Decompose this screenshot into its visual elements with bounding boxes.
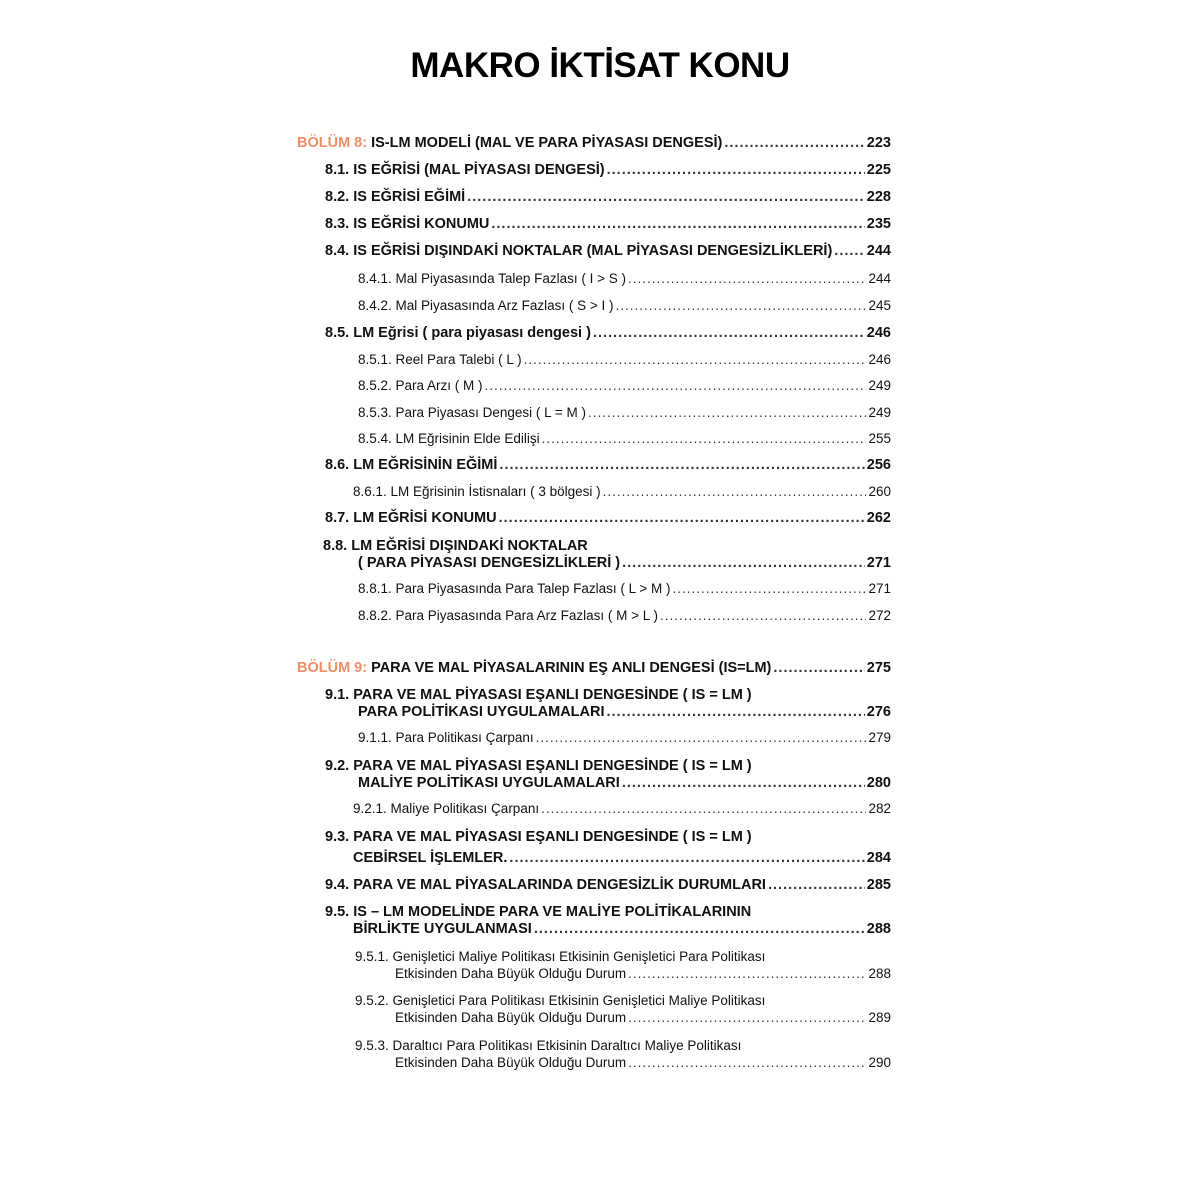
dot-leader	[615, 298, 866, 313]
toc-subsection-entry[interactable]	[358, 581, 891, 596]
page-number: 271	[866, 555, 891, 571]
toc-entry-title: BİRLİKTE UYGULANMASI	[353, 921, 532, 937]
page-number: 275	[866, 660, 891, 676]
page-title: MAKRO İKTİSAT KONU	[410, 46, 790, 85]
toc-section-entry[interactable]	[358, 775, 891, 791]
toc-section-entry[interactable]	[325, 243, 891, 259]
dot-leader	[724, 135, 864, 151]
toc-entry-title: 8.5.4. LM Eğrisinin Elde Edilişi	[358, 431, 540, 446]
toc-section-entry[interactable]	[353, 850, 891, 866]
toc-entry-title: 8.3. IS EĞRİSİ KONUMU	[325, 216, 490, 232]
toc-entry-title: 8.5.1. Reel Para Talebi ( L )	[358, 352, 522, 367]
toc-section-entry[interactable]	[325, 189, 891, 205]
dot-leader	[607, 704, 865, 720]
chapter-label: BÖLÜM 9:	[297, 660, 372, 676]
toc-entry-title: 8.8.1. Para Piyasasında Para Talep Fazlası ( L > M )	[358, 581, 671, 596]
page-number: 262	[866, 510, 891, 526]
toc-section-entry[interactable]	[325, 325, 891, 341]
toc-entry-title: 8.5.2. Para Arzı ( M )	[358, 378, 483, 393]
page-number: 235	[866, 216, 891, 232]
toc-section-entry[interactable]	[325, 457, 891, 473]
toc-chapter-entry[interactable]	[297, 135, 891, 151]
toc-section-entry[interactable]	[325, 877, 891, 893]
toc-entry-title: 8.5. LM Eğrisi ( para piyasası dengesi )	[325, 325, 591, 341]
dot-leader	[536, 730, 867, 745]
toc-subsection-entry[interactable]	[358, 298, 891, 313]
page-number: 260	[868, 484, 891, 499]
dot-leader	[524, 352, 867, 367]
dot-leader	[628, 966, 866, 981]
toc-subsection-entry[interactable]	[395, 966, 891, 981]
page-number: 245	[868, 298, 891, 313]
toc-subsection-entry[interactable]	[358, 608, 891, 623]
page-number: 279	[868, 730, 891, 745]
toc-subsection-entry[interactable]	[358, 378, 891, 393]
page-number: 276	[866, 704, 891, 720]
toc-entry-title: 9.4. PARA VE MAL PİYASALARINDA DENGESİZLİK DURUMLARI	[325, 877, 766, 893]
dot-leader	[588, 405, 866, 420]
dot-leader	[467, 189, 865, 205]
dot-leader	[768, 877, 865, 893]
page-number: 244	[868, 271, 891, 286]
dot-leader	[660, 608, 866, 623]
toc-entry-title: 8.1. IS EĞRİSİ (MAL PİYASASI DENGESİ)	[325, 162, 605, 178]
dot-leader	[622, 775, 865, 791]
toc-subsection-entry[interactable]	[395, 1055, 891, 1070]
chapter-label: BÖLÜM 8:	[297, 135, 372, 151]
toc-entry-title: 8.2. IS EĞRİSİ EĞİMİ	[325, 189, 466, 205]
dot-leader	[673, 581, 867, 596]
toc-section-entry[interactable]	[325, 510, 891, 526]
page-number: 225	[866, 162, 891, 178]
toc-entry-title-line: 8.8. LM EĞRİSİ DIŞINDAKİ NOKTALAR	[323, 538, 588, 554]
dot-leader	[773, 660, 864, 676]
page-number: 246	[868, 352, 891, 367]
toc-entry-title: 8.8.2. Para Piyasasında Para Arz Fazlası ( M > L )	[358, 608, 659, 623]
dot-leader	[491, 216, 864, 232]
toc-entry-title: 8.5.3. Para Piyasası Dengesi ( L = M )	[358, 405, 586, 420]
toc-entry-title-line: 9.5.2. Genişletici Para Politikası Etkisinin Genişletici Maliye Politikası	[355, 993, 766, 1008]
toc-section-entry[interactable]	[358, 704, 891, 720]
page-number: 272	[868, 608, 891, 623]
toc-entry-title: MALİYE POLİTİKASI UYGULAMALARI	[358, 775, 620, 791]
page-number: 282	[868, 801, 891, 816]
toc-section-entry[interactable]	[358, 555, 891, 571]
toc-entry-title: 8.6. LM EĞRİSİNİN EĞİMİ	[325, 457, 498, 473]
dot-leader	[542, 431, 867, 446]
toc-subsection-entry[interactable]	[353, 484, 891, 499]
dot-leader	[628, 1010, 866, 1025]
dot-leader	[593, 325, 865, 341]
toc-entry-title: 8.4.1. Mal Piyasasında Talep Fazlası ( I > S )	[358, 271, 627, 286]
page-number: 249	[868, 405, 891, 420]
page-number: 280	[866, 775, 891, 791]
dot-leader	[628, 1055, 866, 1070]
page-number: 256	[866, 457, 891, 473]
dot-leader	[509, 850, 864, 866]
page-number: 290	[868, 1055, 891, 1070]
toc-entry-title-line: 9.5. IS – LM MODELİNDE PARA VE MALİYE POLİTİKALARININ	[325, 904, 752, 920]
toc-subsection-entry[interactable]	[353, 801, 891, 816]
toc-entry-title: Etkisinden Daha Büyük Olduğu Durum	[395, 1055, 627, 1070]
toc-entry-title: 9.2.1. Maliye Politikası Çarpanı	[353, 801, 540, 816]
toc-entry-title-line: 9.5.1. Genişletici Maliye Politikası Etkisinin Genişletici Para Politikası	[355, 949, 766, 964]
page-number: 244	[866, 243, 891, 259]
toc-entry-title: Etkisinden Daha Büyük Olduğu Durum	[395, 966, 627, 981]
toc-entry-title: IS-LM MODELİ (MAL VE PARA PİYASASI DENGESİ)	[371, 135, 723, 151]
toc-subsection-entry[interactable]	[358, 352, 891, 367]
dot-leader	[541, 801, 866, 816]
toc-entry-title-line: 9.5.3. Daraltıcı Para Politikası Etkisinin Daraltıcı Maliye Politikası	[355, 1038, 742, 1053]
page-number: 249	[868, 378, 891, 393]
page-number: 255	[868, 431, 891, 446]
toc-subsection-entry[interactable]	[358, 405, 891, 420]
toc-entry-title: CEBİRSEL İŞLEMLER.	[353, 850, 508, 866]
toc-subsection-entry[interactable]	[358, 730, 891, 745]
toc-entry-title: Etkisinden Daha Büyük Olduğu Durum	[395, 1010, 627, 1025]
toc-entry-title: ( PARA PİYASASI DENGESİZLİKLERİ )	[358, 555, 621, 571]
dot-leader	[607, 162, 865, 178]
toc-entry-title-line: 9.1. PARA VE MAL PİYASASI EŞANLI DENGESİNDE ( IS = LM )	[325, 687, 752, 703]
toc-entry-title: 8.7. LM EĞRİSİ KONUMU	[325, 510, 497, 526]
toc-section-entry[interactable]	[325, 216, 891, 232]
page-number: 284	[866, 850, 891, 866]
dot-leader	[485, 378, 867, 393]
toc-subsection-entry[interactable]	[395, 1010, 891, 1025]
toc-entry-title: 8.4.2. Mal Piyasasında Arz Fazlası ( S > I )	[358, 298, 614, 313]
dot-leader	[499, 510, 865, 526]
dot-leader	[834, 243, 865, 259]
dot-leader	[534, 921, 865, 937]
toc-entry-title: PARA VE MAL PİYASALARININ EŞ ANLI DENGESİ (IS=LM)	[371, 660, 772, 676]
dot-leader	[603, 484, 867, 499]
dot-leader	[622, 555, 865, 571]
toc-entry-title-line: 9.2. PARA VE MAL PİYASASI EŞANLI DENGESİNDE ( IS = LM )	[325, 758, 752, 774]
page-number: 228	[866, 189, 891, 205]
toc-entry-title-line: 9.3. PARA VE MAL PİYASASI EŞANLI DENGESİNDE ( IS = LM )	[325, 829, 752, 845]
toc-entry-title: 8.4. IS EĞRİSİ DIŞINDAKİ NOKTALAR (MAL PİYASASI DENGESİZLİKLERİ)	[325, 243, 833, 259]
page-number: 285	[866, 877, 891, 893]
toc-section-entry[interactable]	[325, 162, 891, 178]
dot-leader	[628, 271, 866, 286]
toc-subsection-entry[interactable]	[358, 431, 891, 446]
toc-entry-title: PARA POLİTİKASI UYGULAMALARI	[358, 704, 605, 720]
page-number: 289	[868, 1010, 891, 1025]
page-number: 271	[868, 581, 891, 596]
toc-section-entry[interactable]	[353, 921, 891, 937]
toc-entry-title: 9.1.1. Para Politikası Çarpanı	[358, 730, 534, 745]
toc-chapter-entry[interactable]	[297, 660, 891, 676]
dot-leader	[499, 457, 864, 473]
toc-entry-title: 8.6.1. LM Eğrisinin İstisnaları ( 3 bölgesi )	[353, 484, 601, 499]
toc-subsection-entry[interactable]	[358, 271, 891, 286]
page-number: 288	[866, 921, 891, 937]
page-number: 223	[866, 135, 891, 151]
page-number: 246	[866, 325, 891, 341]
page-number: 288	[868, 966, 891, 981]
